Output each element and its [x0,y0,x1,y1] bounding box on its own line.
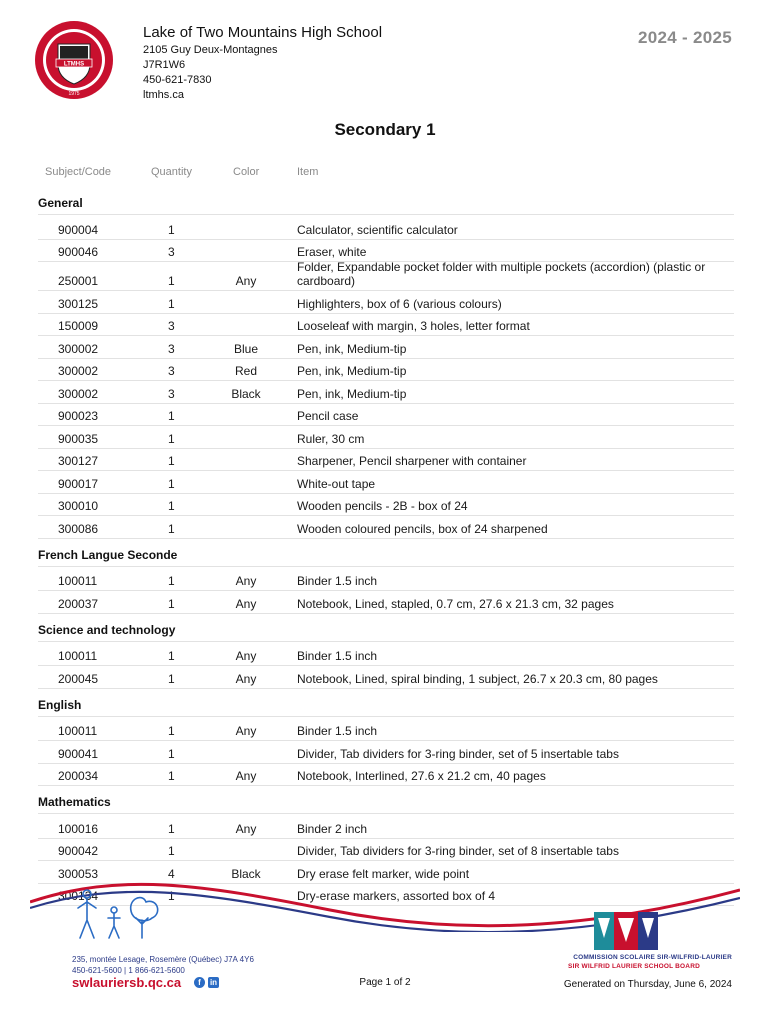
item-code: 300002 [58,364,99,378]
item-code: 150009 [58,319,99,333]
table-row [38,359,734,382]
logo-year: 1975 [68,91,80,97]
item-code: 300127 [58,454,99,468]
item-color: Red [234,364,257,378]
table-row [38,291,734,314]
board-address-line: 235, montée Lesage, Rosemère (Québec) J7A 4Y6 [72,955,254,964]
item-description: Notebook, Lined, spiral binding, 1 subject, 26.7 x 20.3 cm, 80 pages [297,671,658,686]
item-code: 100011 [58,574,98,588]
item-quantity: 3 [168,319,175,333]
section-heading: Mathematics [38,791,734,814]
item-description: Wooden coloured pencils, box of 24 sharpened [297,521,548,536]
table-row [38,381,734,404]
board-address [72,954,254,976]
item-description: Pen, ink, Medium-tip [297,364,407,378]
table-row [38,569,734,592]
item-quantity: 1 [168,671,175,686]
school-phone: 450-621-7830 [143,74,212,86]
item-code: 900046 [58,245,99,259]
item-description: Eraser, white [297,245,367,259]
item-description: Dry erase felt marker, wide point [297,866,470,881]
linkedin-icon[interactable]: in [209,978,218,987]
facebook-icon[interactable]: f [194,977,205,988]
item-quantity: 1 [168,889,175,903]
column-header-quantity: Quantity [151,166,192,178]
item-description: Notebook, Interlined, 27.6 x 21.2 cm, 40 pages [297,769,546,783]
item-description: Notebook, Lined, stapled, 0.7 cm, 27.6 x 21.3 cm, 32 pages [297,596,614,611]
item-quantity: 1 [168,521,175,536]
column-header-code: Subject/Code [45,166,112,178]
table-row [38,314,734,337]
item-code: 300053 [58,866,99,881]
item-code: 900042 [58,844,99,858]
section-heading: French Langue Seconde [38,544,734,567]
item-description: Divider, Tab dividers for 3-ring binder, set of 8 insertable tabs [297,844,619,858]
item-color: Any [235,724,257,738]
table-row [38,217,734,240]
item-color: Any [235,821,257,836]
school-postal-code: J7R1W6 [143,59,186,71]
item-color: Any [235,574,257,588]
page-number: Page 1 of 2 [359,977,411,988]
item-code: 200037 [58,596,99,611]
item-code: 300134 [58,889,99,903]
table-row [38,741,734,764]
section-heading: General [38,192,734,215]
board-phone-line: 450-621-5600 | 1 866-621-5600 [72,966,185,975]
item-color: Blue [233,341,259,356]
item-quantity: 1 [168,454,175,468]
family-tree-icon [72,888,167,948]
item-code: 300010 [58,499,99,513]
item-code: 900017 [58,476,99,491]
item-quantity: 3 [168,386,175,401]
board-name-french: COMMISSION SCOLAIRE SIR-WILFRID-LAURIER [573,954,732,961]
section-heading: Science and technology [38,619,734,642]
item-quantity: 1 [168,574,175,588]
item-description: Wooden pencils - 2B - box of 24 [297,499,468,513]
table-row [38,471,734,494]
item-code: 300002 [58,386,99,401]
item-code: 900023 [58,409,99,423]
item-quantity: 1 [168,409,175,423]
column-header-item: Item [297,166,319,178]
item-color: Any [235,274,257,288]
item-quantity: 1 [168,649,175,663]
item-quantity: 1 [168,222,175,237]
item-quantity: 1 [168,821,175,836]
school-board-logo [594,912,658,950]
school-logo [34,20,114,100]
school-year: 2024 - 2025 [637,28,732,47]
item-description: Binder 2 inch [297,821,368,836]
item-color: Any [235,649,257,663]
item-code: 900035 [58,431,99,446]
item-description: Pencil case [297,409,359,423]
table-row [38,404,734,427]
table-row [38,764,734,787]
item-description: Highlighters, box of 6 (various colours) [297,296,502,311]
section-heading: English [38,694,734,717]
table-row [38,426,734,449]
item-color: Any [235,769,257,783]
item-description: Folder, Expandable pocket folder with multiple pockets (accordion) (plastic or cardboard) [297,260,706,288]
school-name: Lake of Two Mountains High School [143,24,383,41]
item-code: 200034 [58,769,99,783]
table-row [38,516,734,539]
item-description: Dry-erase markers, assorted box of 4 [297,889,496,903]
item-color: Any [235,671,257,686]
item-description: Pen, ink, Medium-tip [297,341,407,356]
table-row [38,666,734,689]
table-row [38,449,734,472]
item-quantity: 1 [168,431,175,446]
item-description: Pen, ink, Medium-tip [297,386,407,401]
item-code: 100016 [58,821,99,836]
item-quantity: 1 [168,296,175,311]
board-name-english: SIR WILFRID LAURIER SCHOOL BOARD [568,963,700,970]
item-quantity: 1 [168,476,175,491]
generated-date: Generated on Thursday, June 6, 2024 [563,979,732,990]
item-quantity: 3 [168,341,175,356]
item-code: 300086 [58,521,99,536]
item-code: 200045 [58,671,99,686]
supply-list [38,192,734,906]
item-quantity: 1 [168,499,175,513]
item-quantity: 1 [168,844,175,858]
table-row [38,240,734,263]
item-code: 900004 [58,222,99,237]
column-header-color: Color [233,166,260,178]
item-quantity: 1 [168,596,175,611]
table-row [38,262,734,291]
item-code: 100011 [58,649,98,663]
school-info [143,24,382,103]
item-quantity: 3 [168,245,175,259]
item-description: Divider, Tab dividers for 3-ring binder, set of 5 insertable tabs [297,746,619,761]
table-row [38,336,734,359]
item-color: Black [231,866,261,881]
table-row [38,719,734,742]
board-website-link[interactable]: swlauriersb.qc.ca [72,975,182,990]
table-row [38,644,734,667]
item-quantity: 1 [168,769,175,783]
item-description: Sharpener, Pencil sharpener with container [297,454,527,468]
item-color: Black [231,386,261,401]
item-code: 100011 [58,724,98,738]
item-description: White-out tape [297,476,376,491]
item-code: 300002 [58,341,99,356]
item-description: Ruler, 30 cm [297,431,365,446]
item-description: Binder 1.5 inch [297,574,378,588]
item-quantity: 3 [168,364,175,378]
table-row [38,591,734,614]
item-quantity: 1 [168,724,175,738]
item-description: Binder 1.5 inch [297,724,378,738]
item-code: 900041 [58,746,99,761]
table-row [38,494,734,517]
item-color: Any [235,596,257,611]
item-code: 250001 [58,274,99,288]
logo-text: LTMHS [63,61,85,68]
item-quantity: 1 [168,274,175,288]
page-title: Secondary 1 [334,120,436,139]
item-description: Calculator, scientific calculator [297,222,458,237]
item-quantity: 1 [168,746,175,761]
school-address: 2105 Guy Deux-Montagnes [143,44,278,56]
item-description: Looseleaf with margin, 3 holes, letter format [297,319,530,333]
item-quantity: 4 [168,866,175,881]
table-row [38,816,734,839]
item-description: Binder 1.5 inch [297,649,378,663]
item-code: 300125 [58,296,99,311]
table-row [38,839,734,862]
school-website[interactable]: ltmhs.ca [143,89,184,101]
